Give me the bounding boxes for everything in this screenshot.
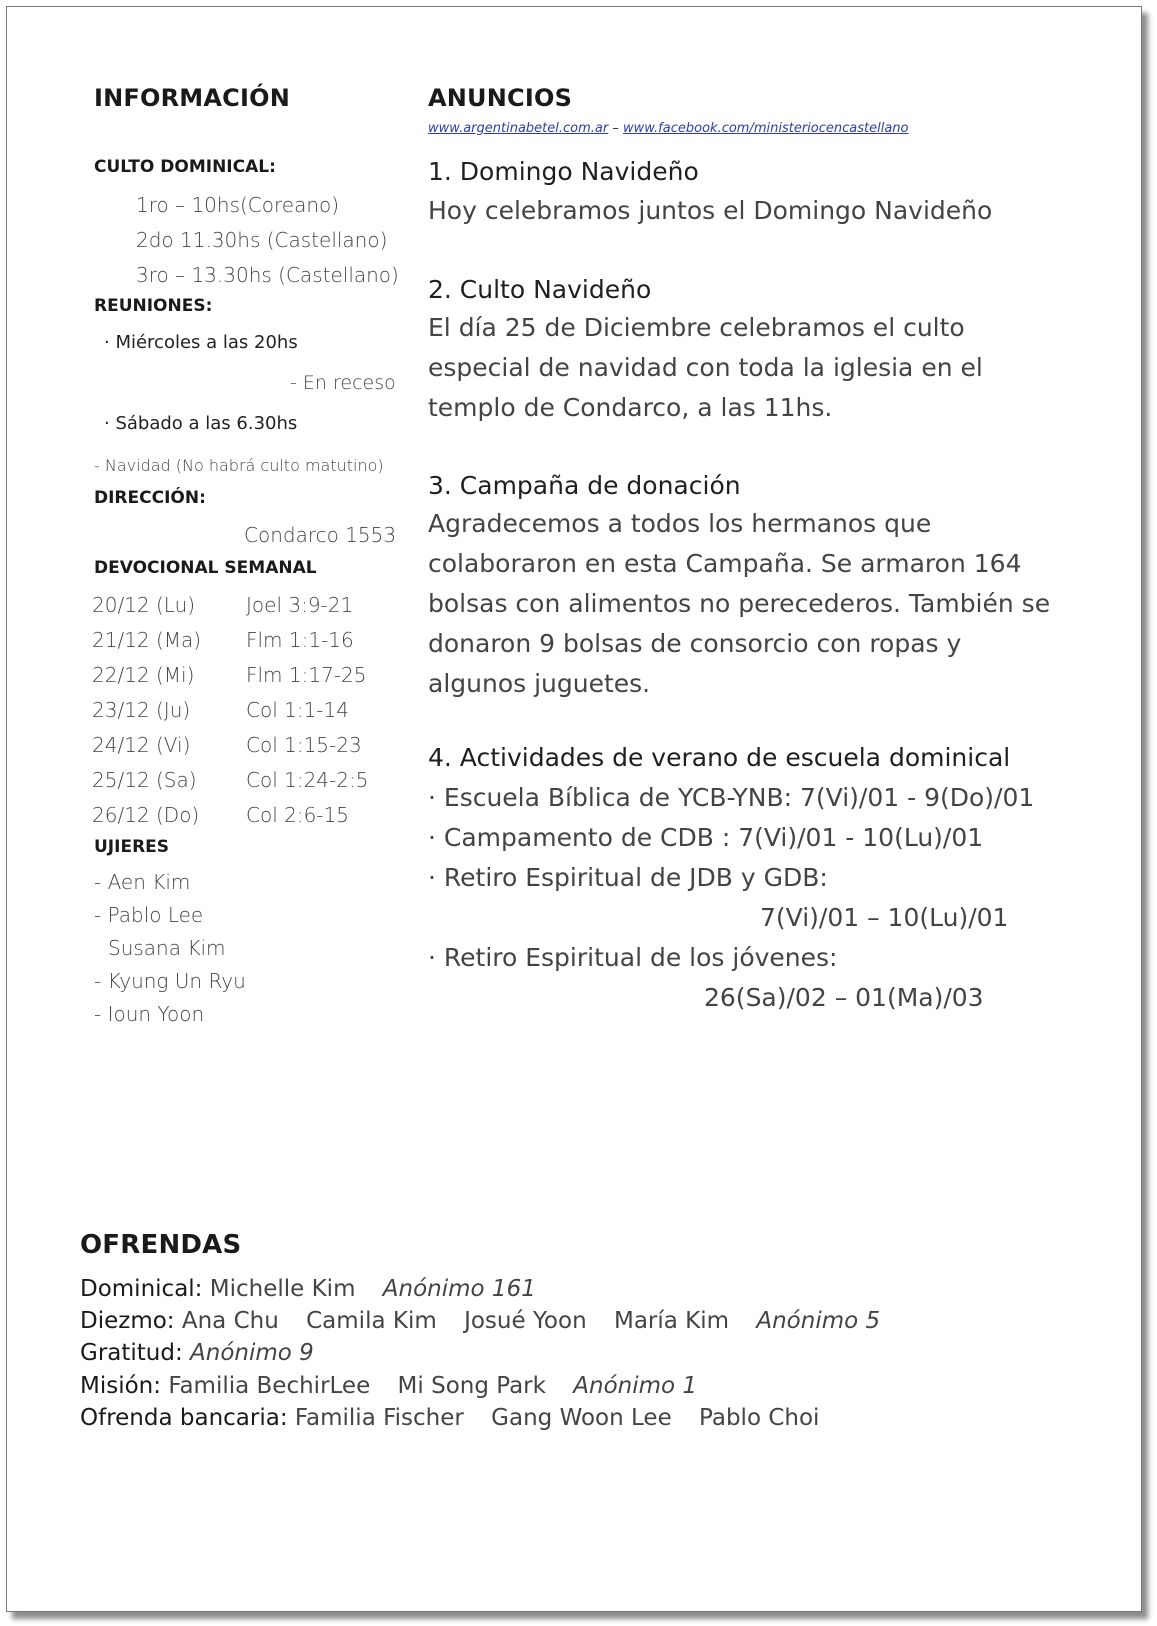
culto-item: 1ro – 10hs(Coreano) [136, 193, 340, 217]
ujier-name: Susana Kim [108, 936, 226, 960]
ofrendas-title: OFRENDAS [80, 1230, 242, 1260]
ofrenda-bancaria [80, 1405, 819, 1431]
devocional-date: 25/12 (Sa) [92, 768, 197, 792]
ofrenda-label: Dominical: [80, 1276, 203, 1302]
ofrenda-name: Michelle Kim [209, 1276, 356, 1302]
direccion-value: Condarco 1553 [244, 523, 397, 547]
ofrenda-label: Ofrenda bancaria: [80, 1405, 288, 1431]
anuncio-line: 7(Vi)/01 – 10(Lu)/01 [760, 903, 1009, 932]
ofrenda-label: Diezmo: [80, 1308, 175, 1334]
ofrenda-name: Camila Kim [306, 1308, 437, 1334]
ujieres-heading: UJIERES [94, 837, 170, 857]
anuncio-line: · Campamento de CDB : 7(Vi)/01 - 10(Lu)/01 [428, 823, 984, 852]
ofrenda-name: Josué Yoon [464, 1308, 587, 1334]
anuncio-line: · Retiro Espiritual de JDB y GDB: [428, 863, 828, 892]
ofrenda-dominical [80, 1276, 536, 1302]
anuncio-title: 2. Culto Navideño [428, 275, 652, 304]
ofrenda-name: Mi Song Park [397, 1373, 546, 1399]
devocional-date: 24/12 (Vi) [92, 733, 191, 757]
anuncio-line: · Retiro Espiritual de los jóvenes: [428, 943, 838, 972]
devocional-ref: Col 1:24-2:5 [246, 768, 369, 792]
ujier-name: - Aen Kim [94, 870, 191, 894]
devocional-ref: Flm 1:1-16 [246, 628, 354, 652]
devocional-date: 21/12 (Ma) [92, 628, 202, 652]
ofrenda-name: Gang Woon Lee [491, 1405, 672, 1431]
anuncio-title: 4. Actividades de verano de escuela dominical [428, 743, 1011, 772]
ofrenda-name: Ana Chu [181, 1308, 279, 1334]
devocional-ref: Col 2:6-15 [246, 803, 349, 827]
reunion-saturday-note: - Navidad (No habrá culto matutino) [94, 456, 384, 475]
culto-item: 2do 11.30hs (Castellano) [136, 228, 388, 252]
ofrenda-anon: Anónimo 9 [190, 1340, 314, 1366]
devocional-date: 20/12 (Lu) [92, 593, 196, 617]
culto-heading: CULTO DOMINICAL: [94, 157, 276, 177]
anuncio-title: 3. Campaña de donación [428, 471, 741, 500]
info-title: INFORMACIÓN [94, 84, 290, 112]
ofrenda-label: Misión: [80, 1373, 162, 1399]
devocional-ref: Flm 1:17-25 [246, 663, 367, 687]
culto-item: 3ro – 13.30hs (Castellano) [136, 263, 399, 287]
devocional-date: 26/12 (Do) [92, 803, 200, 827]
direccion-heading: DIRECCIÓN: [94, 488, 206, 508]
ofrenda-name: Pablo Choi [699, 1405, 820, 1431]
ujier-name: - Pablo Lee [94, 903, 204, 927]
anuncios-links [428, 121, 909, 136]
anuncio-body: Hoy celebramos juntos el Domingo Navideño [428, 196, 993, 225]
link-separator: – [608, 121, 623, 136]
ofrenda-mision [80, 1373, 697, 1399]
ujier-name: - Ioun Yoon [94, 1002, 205, 1026]
ofrenda-name: María Kim [613, 1308, 730, 1334]
ofrenda-anon: Anónimo 1 [573, 1373, 698, 1399]
reunion-wednesday: · Miércoles a las 20hs [104, 332, 298, 353]
anuncio-line: · Escuela Bíblica de YCB-YNB: 7(Vi)/01 - 9(Do)/01 [428, 783, 1035, 812]
ofrenda-diezmo [80, 1308, 880, 1334]
anuncio-line: 26(Sa)/02 – 01(Ma)/03 [704, 983, 984, 1012]
ofrenda-name: Familia BechirLee [168, 1373, 371, 1399]
anuncios-title: ANUNCIOS [428, 84, 573, 112]
reunion-wednesday-note: - En receso [290, 372, 396, 394]
devocional-ref: Col 1:1-14 [246, 698, 349, 722]
anuncio-body: El día 25 de Diciembre celebramos el culto especial de navidad con toda la iglesia en el templo de Condarco, a las 11hs. [428, 313, 983, 422]
ofrenda-name: Familia Fischer [294, 1405, 464, 1431]
devocional-ref: Joel 3:9-21 [246, 593, 354, 617]
reuniones-heading: REUNIONES: [94, 296, 213, 316]
ofrenda-gratitud [80, 1340, 314, 1366]
devocional-ref: Col 1:15-23 [246, 733, 362, 757]
ofrenda-anon: Anónimo 5 [756, 1308, 881, 1334]
devocional-date: 23/12 (Ju) [92, 698, 191, 722]
ofrenda-label: Gratitud: [80, 1340, 183, 1366]
devocional-heading: DEVOCIONAL SEMANAL [94, 558, 317, 578]
anuncio-title: 1. Domingo Navideño [428, 157, 699, 186]
devocional-date: 22/12 (Mi) [92, 663, 195, 687]
ujier-name: - Kyung Un Ryu [94, 969, 246, 993]
website-link[interactable]: www.argentinabetel.com.ar [428, 121, 609, 136]
reunion-saturday: · Sábado a las 6.30hs [104, 413, 298, 434]
facebook-link[interactable]: www.facebook.com/ministeriocencastellano [622, 121, 909, 136]
anuncio-body: Agradecemos a todos los hermanos que colaboraron en esta Campaña. Se armaron 164 bolsas con alimentos no perecederos. También se donaron 9 bolsas de consorcio con ropas y algunos juguetes. [428, 509, 1051, 698]
ofrenda-anon: Anónimo 161 [382, 1276, 536, 1302]
